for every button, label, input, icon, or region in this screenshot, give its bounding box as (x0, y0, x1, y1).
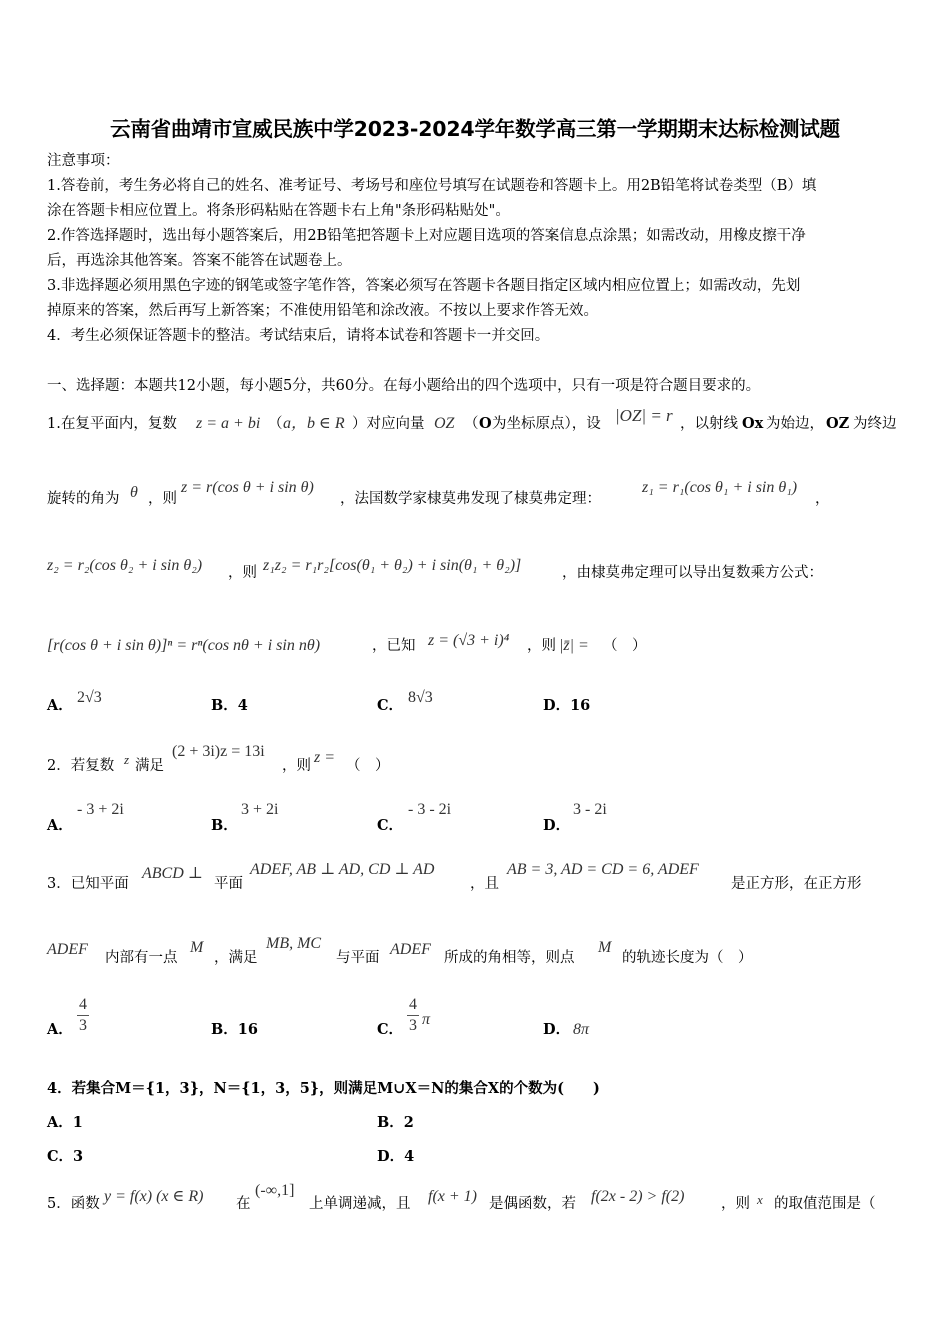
q2-math-z2: z = (314, 749, 336, 766)
q2-option-d-value: 3 - 2i (573, 801, 607, 818)
q2-text-2: 满足 (135, 758, 164, 774)
q3-option-d-value: 8π (573, 1021, 590, 1038)
q1-text-4: （ (464, 416, 479, 432)
q2-text-1: 2．若复数 (47, 758, 115, 774)
q1-option-a: A． (47, 697, 73, 714)
q2-option-a-value: - 3 + 2i (77, 801, 124, 818)
q1-origin-o: O (479, 415, 492, 432)
q1-line4-b: ，则 (527, 638, 556, 654)
q3-math-adef-3: ADEF (390, 941, 431, 958)
q5-text-3: 上单调递减，且 (309, 1196, 411, 1212)
q3-option-c-fraction (406, 996, 420, 1035)
q1-math-theta: θ (130, 484, 138, 501)
q3-math-m: M (190, 939, 204, 956)
q2-text-4: （ ） (346, 758, 390, 774)
q1-text-2: （ (268, 416, 283, 432)
q1-text-3: ）对应向量 (352, 416, 425, 432)
q1-math-z: z = a + bi (196, 415, 261, 432)
q1-line4-c: （ ） (603, 638, 647, 654)
q2-option-c-value: - 3 - 2i (408, 801, 452, 818)
q2-option-b-value: 3 + 2i (241, 801, 279, 818)
q3-option-a-fraction (76, 996, 90, 1035)
q1-option-c: C． (377, 697, 404, 714)
note-1-line-1: 1.答卷前，考生务必将自己的姓名、准考证号、考场号和座位号填写在试题卷和答题卡上。用2B铅笔将试卷类型（B）填 (47, 178, 817, 194)
q3-line2-c: 与平面 (336, 950, 380, 966)
section-heading: 一、选择题：本题共12小题，每小题5分，共60分。在每小题给出的四个选项中，只有一项是符合题目要求的。 (47, 378, 761, 394)
q3-line2-d: 所成的角相等，则点 (444, 950, 575, 966)
q5-text-4: 是偶函数，若 (489, 1196, 576, 1212)
q5-text-2: 在 (236, 1196, 251, 1212)
q5-text-1: 5．函数 (47, 1196, 100, 1212)
q1-line2-c: ，法国数学家棣莫弗发现了棣莫弗定理： (340, 491, 601, 507)
q1-math-absz: |z̄| = (559, 637, 589, 654)
q2-math-z: z (124, 752, 130, 767)
page-title: 云南省曲靖市宣威民族中学2023-2024学年数学高三第一学期期末达标检测试题 (110, 117, 840, 141)
q1-line2-d: ， (815, 491, 830, 507)
q3-option-c: C． (377, 1021, 404, 1038)
note-2-line-1: 2.作答选择题时，选出每小题答案后，用2B铅笔把答题卡上对应题目选项的答案信息点涂黑；如需改动，用橡皮擦干净 (47, 228, 806, 244)
q1-math-polar: z = r(cos θ + i sin θ) (181, 479, 314, 496)
q3-line2-a: 内部有一点 (105, 950, 178, 966)
q3-option-c-denominator: 3 (409, 1017, 417, 1034)
q3-option-d: D． (543, 1021, 571, 1038)
q4-option-c: C．3 (47, 1148, 84, 1165)
q4-option-d: D．4 (377, 1148, 415, 1165)
q2-option-b: B． (211, 817, 238, 834)
q5-text-5: ，则 (721, 1196, 750, 1212)
q3-option-a-denominator: 3 (79, 1017, 87, 1034)
note-1-line-2: 涂在答题卡相应位置上。将条形码粘贴在答题卡右上角"条形码粘贴处"。 (47, 203, 510, 219)
q2-option-d: D． (543, 817, 571, 834)
q1-option-b: B．4 (211, 697, 248, 714)
q3-math-adef-2: ADEF (47, 941, 88, 958)
q3-line2-e: 的轨迹长度为（ ） (622, 950, 753, 966)
q3-option-b: B．16 (211, 1021, 258, 1038)
q1-text-5e: 为终边 (853, 416, 897, 432)
q3-option-a-numerator: 4 (79, 996, 87, 1013)
q1-math-product: z₁z₂ = r₁r₂[cos(θ₁ + θ₂) + i sin(θ₁ + θ₂)] (263, 557, 522, 574)
q3-math-abcd: ABCD ⊥ (142, 865, 203, 882)
q1-line3-a: ，则 (228, 565, 257, 581)
q5-math-inequality: f(2x - 2) > f(2) (591, 1188, 685, 1205)
q1-line2-a: 旋转的角为 (47, 491, 120, 507)
q5-math-x: x (757, 1192, 763, 1207)
q1-option-d: D．16 (543, 697, 591, 714)
q1-math-abs: |OZ| = r (615, 406, 673, 425)
q4-stem: 4．若集合M＝{1，3}，N＝{1，3，5}，则满足M∪X＝N的集合X的个数为( ) (47, 1080, 600, 1097)
q1-line3-b: ，由棣莫弗定理可以导出复数乘方公式： (562, 565, 823, 581)
q3-option-a: A． (47, 1021, 73, 1038)
q3-text-2: 平面 (214, 876, 243, 892)
note-3-line-1: 3.非选择题必须用黑色字迹的钢笔或签字笔作答，答案必须写在答题卡各题目指定区域内相应位置上；如需改动，先划 (47, 278, 801, 294)
q3-option-c-pi: π (422, 1011, 431, 1028)
q1-oz-bold: OZ (826, 415, 850, 432)
q3-math-lengths: AB = 3, AD = CD = 6, ADEF (507, 861, 699, 878)
q1-math-oz: OZ (434, 415, 455, 432)
q1-option-c-value: 8√3 (408, 689, 433, 706)
q3-math-mbmc: MB, MC (266, 935, 322, 952)
q1-math-power: [r(cos θ + i sin θ)]ⁿ = rⁿ(cos nθ + i sin nθ) (47, 637, 321, 654)
q1-text-1: 1.在复平面内，复数 (47, 416, 177, 432)
q3-math-m2: M (598, 939, 612, 956)
q1-line4-a: ，已知 (372, 638, 416, 654)
notes-heading: 注意事项： (47, 153, 120, 169)
q3-text-1: 3．已知平面 (47, 876, 129, 892)
q1-text-5: ，以射线 (680, 416, 738, 432)
q1-text-5c: 为始边， (766, 416, 824, 432)
q2-math-eq: (2 + 3i)z = 13i (172, 743, 265, 760)
note-4: 4．考生必须保证答题卡的整洁。考试结束后，请将本试卷和答题卡一并交回。 (47, 328, 550, 344)
q3-line2-b: ，满足 (214, 950, 258, 966)
q1-math-given: z = (√3 + i)⁴ (428, 632, 510, 649)
q2-option-c: C． (377, 817, 404, 834)
q1-ox: Ox (742, 415, 764, 432)
q1-math-ab: a，b ∈ R (283, 415, 345, 432)
q4-option-b: B．2 (377, 1114, 414, 1131)
q3-text-4: 是正方形，在正方形 (731, 876, 862, 892)
q3-option-c-numerator: 4 (409, 996, 417, 1013)
note-3-line-2: 掉原来的答案，然后再写上新答案；不准使用铅笔和涂改液。不按以上要求作答无效。 (47, 303, 598, 319)
q1-math-z1: z₁ = r₁(cos θ₁ + i sin θ₁) (642, 479, 798, 496)
q3-text-3: ，且 (470, 876, 499, 892)
q5-text-6: 的取值范围是（ (774, 1196, 876, 1212)
q3-math-adef: ADEF, AB ⊥ AD, CD ⊥ AD (250, 861, 435, 878)
q5-math-f1: f(x + 1) (428, 1188, 477, 1205)
q5-math-f: y = f(x) (x ∈ R) (104, 1188, 204, 1205)
q4-option-a: A．1 (47, 1114, 83, 1131)
q1-option-a-value: 2√3 (77, 689, 102, 706)
q1-text-4c: 为坐标原点），设 (492, 416, 601, 432)
q2-text-3: ，则 (282, 758, 311, 774)
q1-line2-b: ，则 (148, 491, 177, 507)
note-2-line-2: 后，再选涂其他答案。答案不能答在试题卷上。 (47, 253, 352, 269)
q2-option-a: A． (47, 817, 73, 834)
q1-math-z2: z₂ = r₂(cos θ₂ + i sin θ₂) (47, 557, 203, 574)
q5-math-interval: (-∞,1] (255, 1182, 295, 1199)
